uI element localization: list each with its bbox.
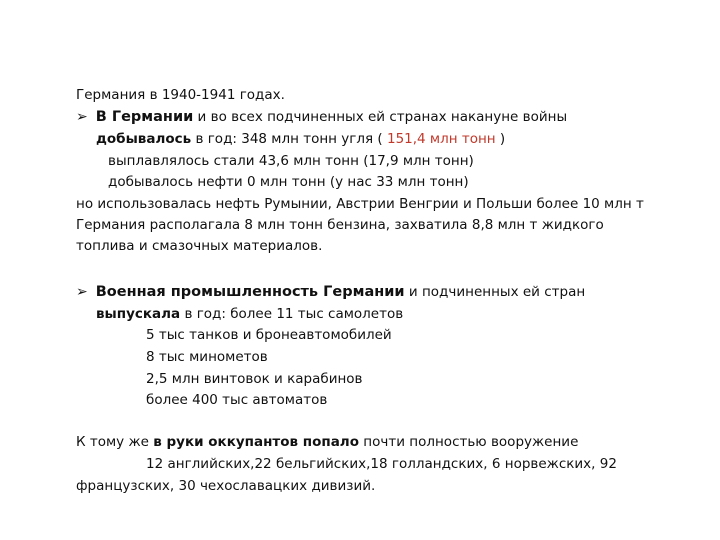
bullet-line-2 bbox=[76, 283, 585, 301]
oil-line: добывалось нефти 0 млн тонн (у нас 33 млн тонн) bbox=[108, 174, 469, 190]
production-line bbox=[96, 305, 403, 323]
list-item: 2,5 млн винтовок и карабинов bbox=[146, 371, 363, 387]
arrow-bullet-icon: ➢ bbox=[76, 109, 88, 125]
text: почти полностью вооружение bbox=[358, 434, 579, 450]
paragraph-line: топлива и смазочных материалов. bbox=[76, 238, 323, 254]
text: и во всех подчиненных ей странах накануне войны bbox=[193, 109, 568, 125]
divisions-line: 12 английских,22 бельгийских,18 голландских, 6 норвежских, 92 bbox=[146, 456, 617, 472]
divisions-line: французских, 30 чехославацких дивизий. bbox=[76, 478, 376, 494]
coal-line bbox=[96, 130, 505, 148]
paragraph-line: но использовалась нефть Румынии, Австрии Венгрии и Польши более 10 млн т bbox=[76, 196, 644, 212]
captured-weapons-line bbox=[76, 433, 578, 451]
steel-line: выплавлялось стали 43,6 млн тонн (17,9 млн тонн) bbox=[108, 153, 474, 169]
bold-text: Военная промышленность Германии bbox=[95, 284, 405, 300]
text: и подчиненных ей стран bbox=[404, 284, 586, 300]
highlight-text: 151,4 млн тонн bbox=[386, 131, 496, 147]
bold-text: выпускала bbox=[96, 306, 181, 322]
bold-text: в руки оккупантов попало bbox=[153, 434, 359, 450]
list-item: 8 тыс минометов bbox=[146, 349, 268, 365]
paragraph-line: Германия располагала 8 млн тонн бензина, захватила 8,8 млн т жидкого bbox=[76, 217, 604, 233]
text: ) bbox=[495, 131, 506, 147]
bullet-line-1 bbox=[76, 108, 567, 126]
bold-text: В Германии bbox=[95, 109, 194, 125]
bold-text: добывалось bbox=[96, 131, 192, 147]
text: К тому же bbox=[76, 434, 154, 450]
heading: Германия в 1940-1941 годах. bbox=[76, 87, 285, 103]
arrow-bullet-icon: ➢ bbox=[76, 284, 88, 300]
list-item: 5 тыс танков и бронеавтомобилей bbox=[146, 327, 392, 343]
text: в год: 348 млн тонн угля ( bbox=[191, 131, 387, 147]
list-item: более 400 тыс автоматов bbox=[146, 392, 328, 408]
text: в год: более 11 тыс самолетов bbox=[180, 306, 404, 322]
